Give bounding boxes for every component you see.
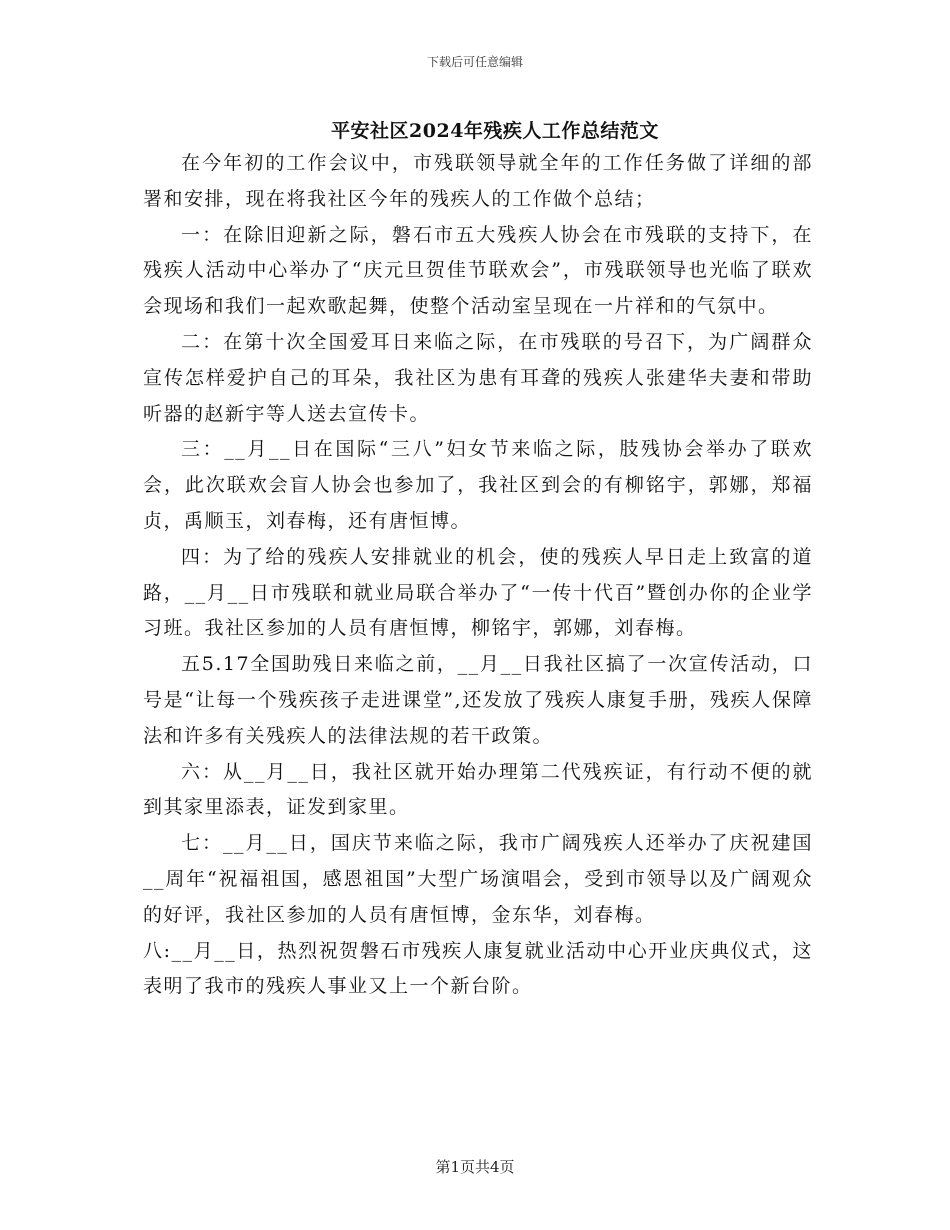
paragraph-item-5: 五5.17全国助残日来临之前，__月__日我社区搞了一次宣传活动，口号是“让每一个残疾孩子走进课堂”,还发放了残疾人康复手册，残疾人保障法和许多有关残疾人的法律法规的若干政策。 [143,653,813,747]
document-body [143,146,813,1005]
paragraph-item-4: 四：为了给的残疾人安排就业的机会，使的残疾人早日走上致富的道路，__月__日市残联和就业局联合举办了“一传十代百”暨创办你的企业学习班。我社区参加的人员有唐恒博，柳铭宇，郭娜，刘春梅。 [143,545,813,640]
document-title: 平安社区2024年残疾人工作总结范文 [331,120,659,142]
header-note: 下载后可任意编辑 [426,55,523,69]
paragraph-item-2: 二：在第十次全国爱耳日来临之际，在市残联的号召下，为广阔群众宣传怎样爱护自己的耳朵，我社区为患有耳聋的残疾人张建华夫妻和带助听器的赵新宇等人送去宣传卡。 [143,330,813,425]
page-number: 第1页共4页 [435,1158,515,1176]
paragraph-item-7: 七：__月__日，国庆节来临之际，我市广阔残疾人还举办了庆祝建国__周年“祝福祖国，感恩祖国”大型广场演唱会，受到市领导以及广阔观众的好评，我社区参加的人员有唐恒博，金东华，刘春梅。 [143,832,813,926]
paragraph-item-8: 八:__月__日，热烈祝贺磐石市残疾人康复就业活动中心开业庆典仪式，这表明了我市的残疾人事业又上一个新台阶。 [143,939,813,998]
paragraph-item-3: 三：__月__日在国际“三八”妇女节来临之际，肢残协会举办了联欢会，此次联欢会盲人协会也参加了，我社区到会的有柳铭宇，郭娜，郑福贞，禹顺玉，刘春梅，还有唐恒博。 [143,438,813,532]
paragraph-intro: 在今年初的工作会议中，市残联领导就全年的工作任务做了详细的部署和安排，现在将我社区今年的残疾人的工作做个总结； [143,152,813,210]
paragraph-item-1: 一：在除旧迎新之际，磐石市五大残疾人协会在市残联的支持下，在残疾人活动中心举办了“庆元旦贺佳节联欢会”，市残联领导也光临了联欢会现场和我们一起欢歌起舞，使整个活动室呈现在一片祥和的气氛中。 [143,223,813,318]
paragraph-item-6: 六：从__月__日，我社区就开始办理第二代残疾证，有行动不便的就到其家里添表，证发到家里。 [143,760,813,819]
